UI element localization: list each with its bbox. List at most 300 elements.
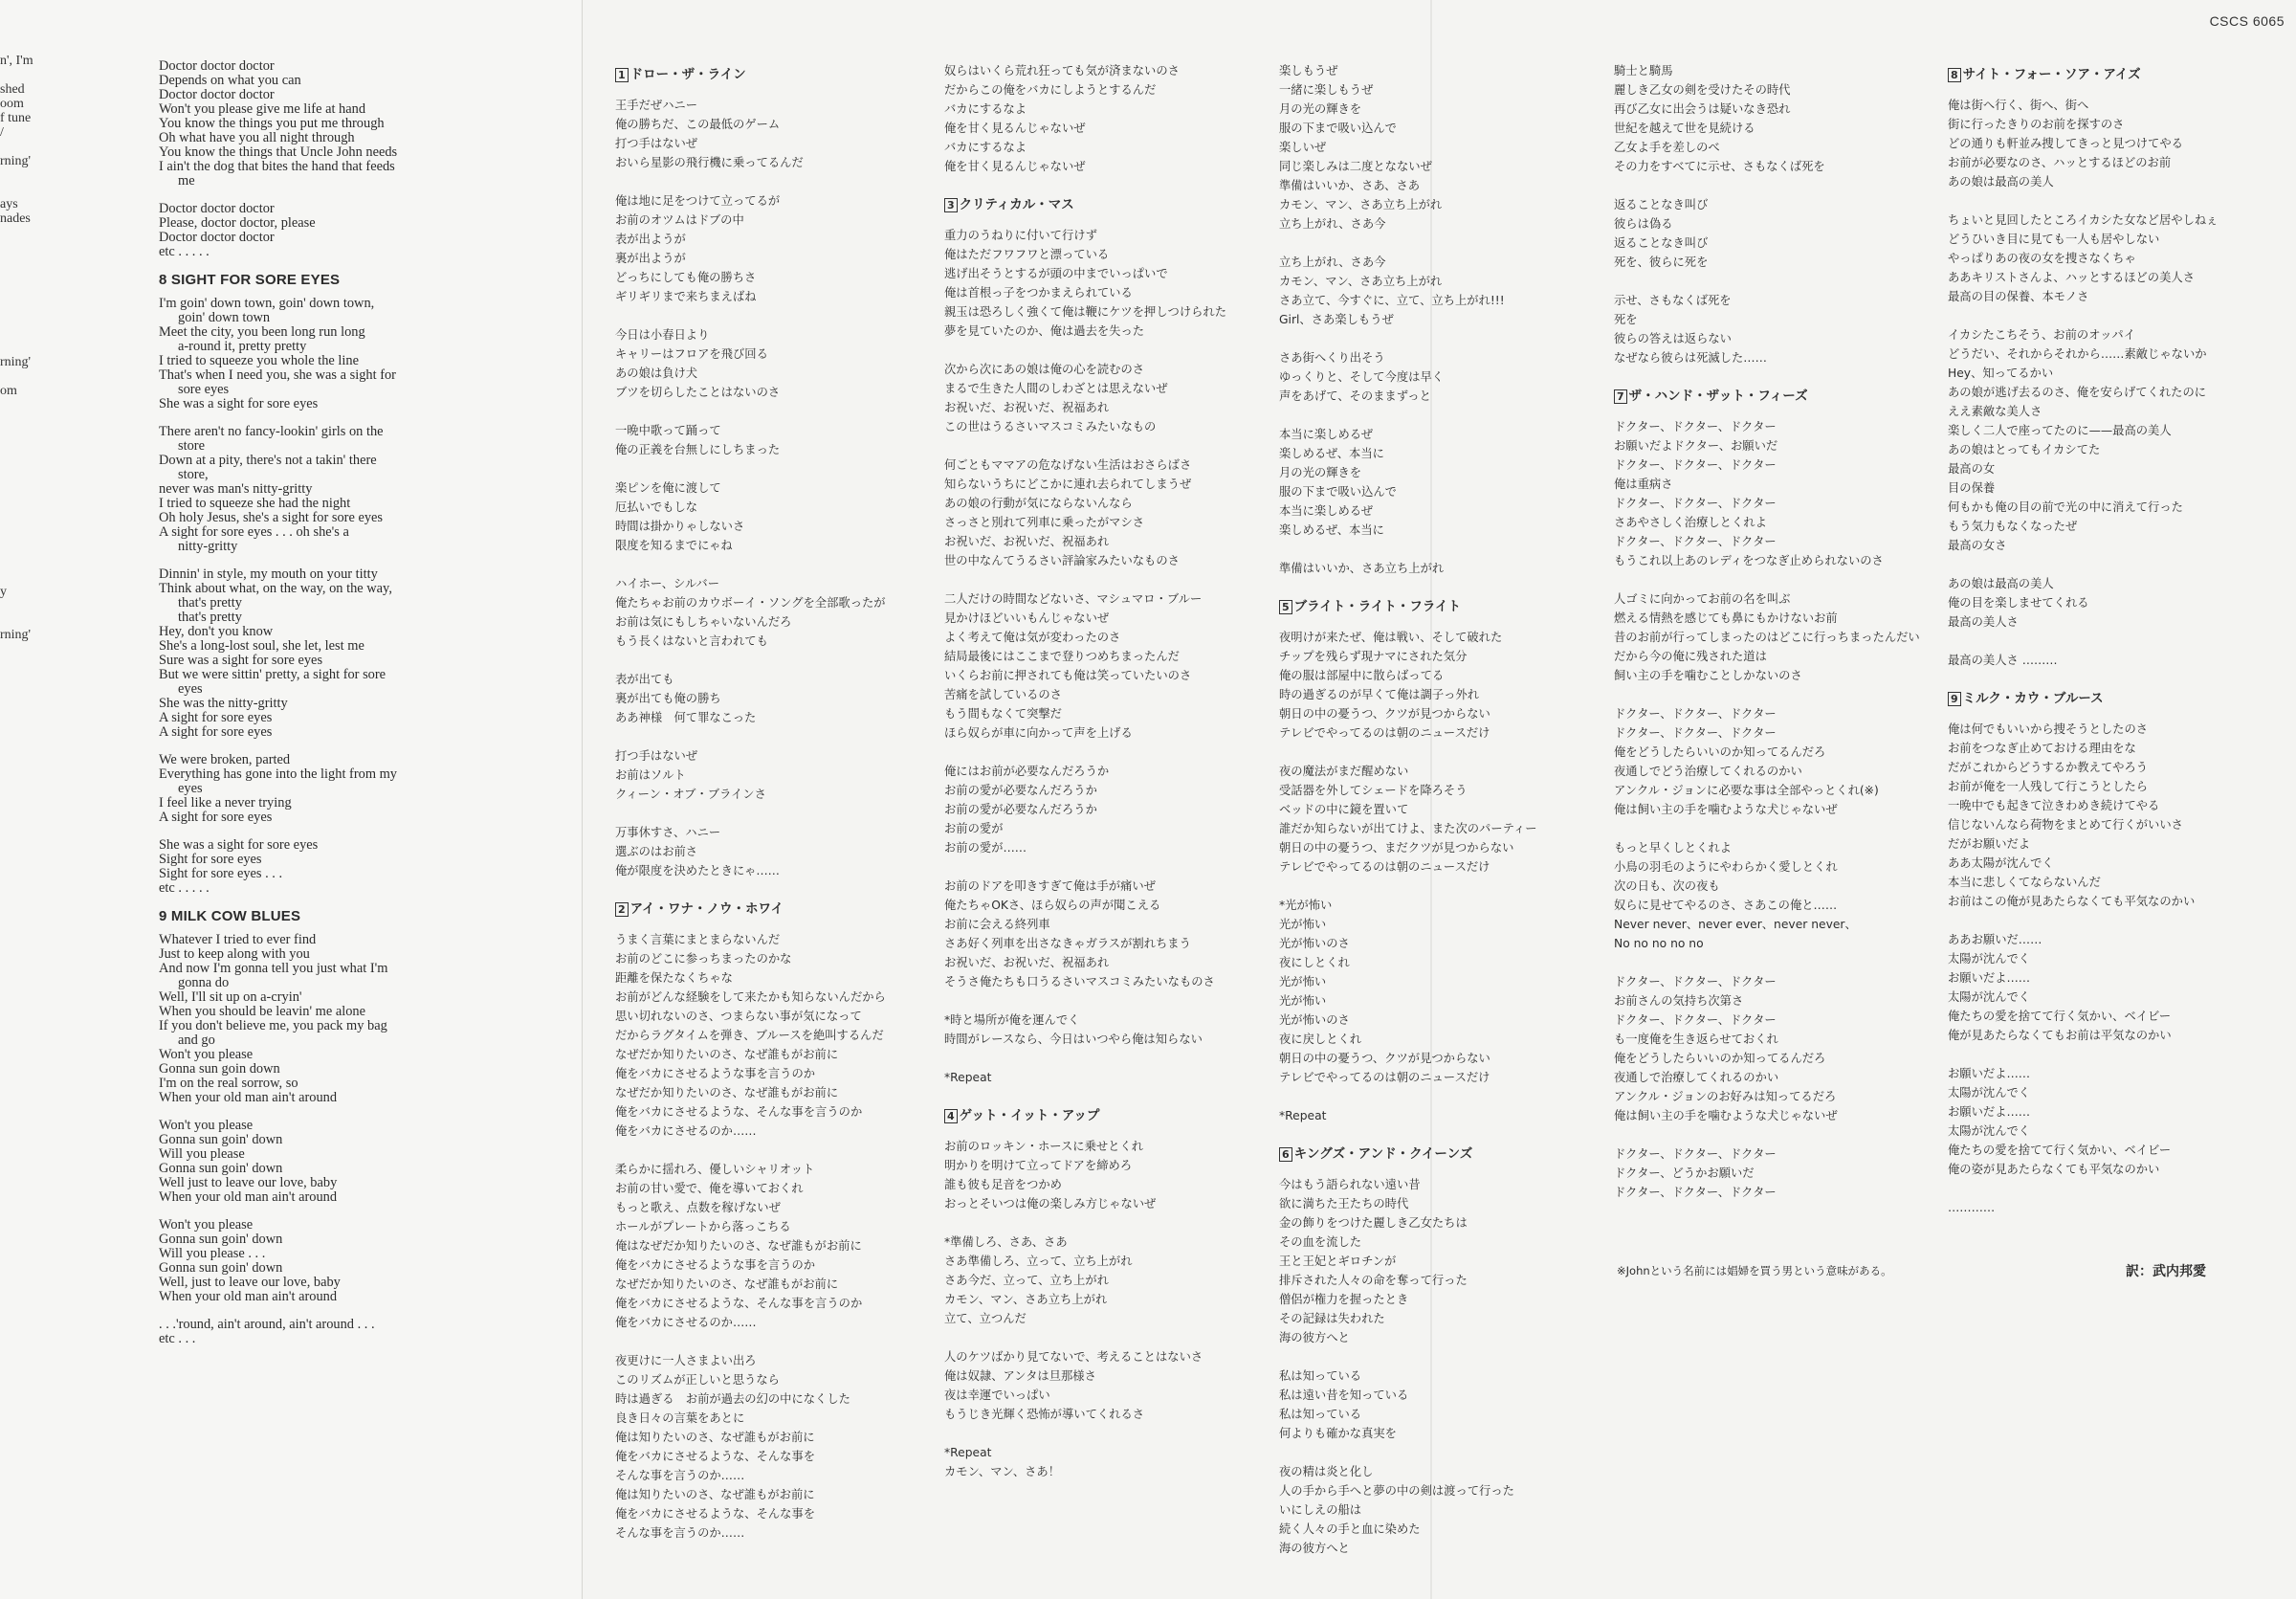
edge-fragment: [0, 1345, 44, 1360]
edge-fragment: [0, 1288, 44, 1302]
edge-fragment: [0, 1417, 44, 1432]
japanese-line: *光が怖い: [1279, 899, 1333, 912]
japanese-line: 柔らかに揺れろ、優しいシャリオット: [615, 1163, 815, 1176]
lyric-line: store: [178, 438, 205, 454]
japanese-line: 飼い主の手を噛むことしかないのさ: [1614, 669, 1802, 682]
lyric-line: Won't you please give me life at hand: [159, 101, 366, 117]
japanese-song-title: [615, 899, 886, 919]
japanese-line: バカにするなよ: [944, 141, 1027, 154]
japanese-line: も一度俺を生き返らせておくれ: [1614, 1033, 1778, 1046]
lyric-verse: [159, 1318, 580, 1346]
left-edge-fragments: [0, 54, 44, 1489]
japanese-line: なぜだか知りたいのさ、なぜ誰もがお前に: [615, 1086, 839, 1099]
japanese-song-title-text: サイト・フォー・ソア・アイズ: [1962, 67, 2141, 82]
japanese-verse: [615, 574, 886, 651]
japanese-line: お前がどんな経験をして来たかも知らないんだから: [615, 990, 886, 1004]
japanese-song-title-text: クリティカル・マス: [959, 197, 1074, 212]
japanese-verse: [1614, 417, 1920, 570]
japanese-verse: [944, 1233, 1226, 1328]
lyric-verse: [159, 297, 580, 411]
japanese-verse: [944, 61, 1226, 176]
edge-fragment: [0, 886, 44, 900]
japanese-song-title: [615, 65, 886, 84]
japanese-verse: [615, 1160, 886, 1332]
japanese-line: 本当に悲しくてならないんだ: [1948, 876, 2101, 889]
edge-fragment: [0, 527, 44, 542]
track-number-box: 9: [1948, 692, 1961, 706]
japanese-line: お前をつなぎ止めておける理由をな: [1948, 742, 2136, 755]
edge-fragment: [0, 1317, 44, 1331]
japanese-line: 苦痛を試しているのさ: [944, 688, 1062, 701]
edge-fragment: [0, 326, 44, 341]
edge-fragment: [0, 140, 44, 154]
japanese-column-5: [1948, 61, 2218, 1236]
japanese-verse: [1279, 1366, 1537, 1443]
lyric-line: eyes: [178, 681, 203, 697]
edge-fragment: [0, 68, 44, 82]
edge-fragment: [0, 1475, 44, 1489]
lyric-verse: [159, 202, 580, 259]
japanese-line: 太陽が沈んでく: [1948, 1086, 2031, 1099]
japanese-line: イカシたこちそう、お前のオッパイ: [1948, 328, 2136, 342]
japanese-line: 受話器を外してシェードを降ろそう: [1279, 784, 1468, 797]
japanese-verse: [1279, 1462, 1537, 1558]
japanese-line: 海の彼方へと: [1279, 1542, 1350, 1555]
japanese-column-1: [615, 61, 886, 1562]
japanese-column-2: [944, 61, 1226, 1500]
japanese-line: 俺は重病さ: [1614, 477, 1673, 491]
edge-fragment: [0, 1446, 44, 1460]
japanese-line: 私は遠い昔を知っている: [1279, 1388, 1409, 1402]
japanese-line: ああ神様 何て罪なこった: [615, 711, 757, 724]
lyric-line: Everything has gone into the light from my: [159, 766, 397, 782]
lyric-line: A sight for sore eyes: [159, 710, 273, 725]
japanese-line: いにしえの船は: [1279, 1503, 1362, 1517]
edge-fragment: rning': [0, 154, 32, 168]
japanese-line: ギリギリまで来ちまえばね: [615, 290, 757, 303]
japanese-verse: [1279, 1175, 1537, 1347]
lyric-line: I tried to squeeze you whole the line: [159, 353, 359, 368]
japanese-line: 人の手から手へと夢の中の剣は渡って行った: [1279, 1484, 1514, 1498]
japanese-line: 俺をバカにさせるような、そんな事を言うのか: [615, 1297, 863, 1310]
japanese-line: 返ることなき叫び: [1614, 236, 1709, 250]
edge-fragment: [0, 484, 44, 499]
japanese-line: お前のドアを叩きすぎて俺は手が痛いぜ: [944, 879, 1156, 893]
japanese-line: 光が怖い: [1279, 994, 1327, 1008]
japanese-line: 明かりを明けて立ってドアを締めろ: [944, 1159, 1133, 1172]
lyric-line: Gonna sun goin down: [159, 1061, 280, 1077]
japanese-line: 示せ、さもなくば死を: [1614, 294, 1732, 307]
japanese-line: Never never、never ever、never never、: [1614, 918, 1857, 931]
lyric-line: Doctor doctor doctor: [159, 201, 275, 216]
lyric-line: that's pretty: [178, 610, 242, 625]
japanese-line: 小鳥の羽毛のようにやわらかく愛しとくれ: [1614, 860, 1838, 874]
japanese-line: ドクター、ドクター、ドクター: [1614, 726, 1777, 740]
japanese-line: その血を流した: [1279, 1235, 1362, 1249]
japanese-line: 本当に楽しめるぜ: [1279, 504, 1374, 518]
japanese-verse: [615, 823, 886, 880]
japanese-verse: [944, 226, 1226, 341]
japanese-line: 立ち上がれ、さあ今: [1279, 217, 1386, 231]
edge-fragment: [0, 1116, 44, 1130]
japanese-line: お前の愛が: [944, 822, 1004, 835]
japanese-verse: [1948, 930, 2218, 1045]
japanese-verse: [1948, 1064, 2218, 1179]
japanese-line: 俺たちの愛を捨てて行く気かい、ベイビー: [1948, 1144, 2172, 1157]
japanese-line: No no no no no: [1614, 937, 1704, 950]
lyric-line: Will you please: [159, 1146, 245, 1162]
japanese-line: 服の下まで吸い込んで: [1279, 485, 1397, 499]
edge-fragment: [0, 944, 44, 958]
japanese-verse: [1614, 195, 1920, 272]
japanese-verse: [944, 360, 1226, 436]
japanese-line: なぜだか知りたいのさ、なぜ誰もがお前に: [615, 1048, 839, 1061]
edge-fragment: y: [0, 585, 7, 599]
edge-fragment: [0, 1159, 44, 1173]
japanese-line: もう長くはないと言われても: [615, 634, 768, 648]
japanese-line: 光が怖い: [1279, 918, 1327, 931]
japanese-line: 彼らの答えは返らない: [1614, 332, 1732, 345]
edge-fragment: [0, 728, 44, 743]
japanese-line: だがこれからどうするか教えてやろう: [1948, 761, 2149, 774]
lyric-line: Well just to leave our love, baby: [159, 1175, 338, 1190]
japanese-line: だからラグタイムを弾き、ブルースを絶叫するんだ: [615, 1029, 884, 1042]
edge-fragment: [0, 1274, 44, 1288]
japanese-line: 時は過ぎる お前が過去の幻の中になくした: [615, 1392, 850, 1406]
japanese-line: キャリーはフロアを飛び回る: [615, 347, 768, 361]
japanese-line: 麗しき乙女の剣を受けたその時代: [1614, 83, 1791, 97]
japanese-line: お前に会える終列車: [944, 918, 1050, 931]
japanese-line: さあやさしく治療しとくれよ: [1614, 516, 1767, 529]
japanese-line: もっと早くしとくれよ: [1614, 841, 1732, 855]
edge-fragment: [0, 470, 44, 484]
japanese-line: その力をすべてに示せ、さもなくば死を: [1614, 160, 1825, 173]
japanese-verse: [615, 191, 886, 306]
japanese-line: お前はこの俺が見あたらなくても平気なのかい: [1948, 895, 2196, 908]
edge-fragment: [0, 441, 44, 455]
japanese-line: ドクター、ドクター、ドクター: [1614, 497, 1777, 510]
edge-fragment: shed: [0, 82, 25, 97]
japanese-song-title-text: アイ・ワナ・ノウ・ホワイ: [629, 901, 784, 917]
japanese-line: 万事休すさ、ハニー: [615, 826, 721, 839]
japanese-line: 夜通しで治療してくれるのかい: [1614, 1071, 1779, 1084]
edge-fragment: [0, 1388, 44, 1403]
japanese-verse: [1279, 762, 1537, 877]
lyric-line: I feel like a never trying: [159, 795, 292, 811]
lyric-line: Sure was a sight for sore eyes: [159, 653, 323, 668]
japanese-line: 打つ手はないぜ: [615, 749, 698, 763]
edge-fragment: [0, 685, 44, 700]
lyric-verse: [159, 933, 580, 1105]
japanese-line: お前の愛が必要なんだろうか: [944, 784, 1097, 797]
english-lyrics-column: [159, 59, 580, 1360]
japanese-line: お願いだよ……: [1948, 1105, 2031, 1119]
japanese-line: 燃える情熱を感じても鼻にもかけないお前: [1614, 611, 1838, 625]
edge-fragment: [0, 786, 44, 800]
japanese-line: 何よりも確かな真実を: [1279, 1427, 1397, 1440]
edge-fragment: nades: [0, 211, 31, 226]
lyric-line: Meet the city, you been long run long: [159, 324, 365, 340]
edge-fragment: om: [0, 384, 17, 398]
japanese-line: さあ街へくり出そう: [1279, 351, 1385, 365]
japanese-line: カモン、マン、さあ立ち上がれ: [944, 1293, 1108, 1306]
edge-fragment: [0, 455, 44, 470]
japanese-line: 見かけほどいいもんじゃないぜ: [944, 611, 1110, 625]
japanese-song-title-text: ミルク・カウ・ブルース: [1962, 691, 2104, 706]
japanese-line: 信じないんなら荷物をまとめて行くがいいさ: [1948, 818, 2183, 832]
japanese-line: 目の保養: [1948, 481, 1996, 495]
edge-fragment: [0, 599, 44, 613]
lyric-line: When your old man ain't around: [159, 1189, 338, 1205]
japanese-line: 俺の姿が見あたらなくても平気なのかい: [1948, 1163, 2160, 1176]
japanese-line: お前が俺を一人残して行こうとしたら: [1948, 780, 2149, 793]
japanese-song-title-text: ザ・ハンド・ザット・フィーズ: [1628, 389, 1808, 404]
japanese-line: 楽しめるぜ、本当に: [1279, 523, 1384, 537]
japanese-line: 距離を保たなくちゃな: [615, 971, 733, 985]
japanese-line: 人のケツばかり見てないで、考えることはないさ: [944, 1350, 1203, 1364]
japanese-line: 俺はただフワフワと漂っている: [944, 248, 1110, 261]
japanese-line: なぜだか知りたいのさ、なぜ誰もがお前に: [615, 1277, 839, 1291]
japanese-line: やっぱりあの夜の女を捜さなくちゃ: [1948, 252, 2136, 265]
lyric-line: goin' down town: [178, 310, 271, 325]
japanese-song-title-text: ブライト・ライト・フライト: [1293, 599, 1461, 614]
japanese-column-4: [1614, 61, 1920, 1221]
edge-fragment: [0, 771, 44, 786]
japanese-line: さあ立て、今すぐに、立て、立ち上がれ!!!: [1279, 294, 1505, 307]
japanese-line: どうひいき目に見ても一人も居やしない: [1948, 233, 2160, 246]
japanese-line: 昔のお前が行ってしまったのはどこに行っちまったんだい: [1614, 631, 1920, 644]
japanese-line: 同じ楽しみは二度となないぜ: [1279, 160, 1432, 173]
japanese-line: 欲に満ちた王たちの時代: [1279, 1197, 1409, 1210]
lyric-line: Well, just to leave our love, baby: [159, 1275, 341, 1290]
japanese-line: *時と場所が俺を運んでく: [944, 1013, 1080, 1027]
lyric-line: Oh holy Jesus, she's a sight for sore eyes: [159, 510, 384, 525]
edge-fragment: [0, 800, 44, 814]
japanese-line: もう気力もなくなったぜ: [1948, 520, 2078, 533]
japanese-line: 最高の美人さ ………: [1948, 654, 2058, 667]
japanese-line: さあ今だ、立って、立ち上がれ: [944, 1274, 1109, 1287]
japanese-line: 夜の魔法がまだ醒めない: [1279, 765, 1409, 778]
japanese-line: 奴らはいくら荒れ狂っても気が済まないのさ: [944, 64, 1180, 78]
edge-fragment: [0, 1101, 44, 1116]
japanese-line: 裏が出ても俺の勝ち: [615, 692, 721, 705]
japanese-line: お前が必要なのさ、ハッとするほどのお前: [1948, 156, 2172, 169]
japanese-line: だからこの俺をバカにしようとするんだ: [944, 83, 1157, 97]
lyric-line: nitty-gritty: [178, 539, 238, 554]
lyric-line: Down at a pity, there's not a takin' there: [159, 453, 377, 468]
lyric-line: Won't you please: [159, 1118, 254, 1133]
japanese-line: 俺の正義を台無しにしちまった: [615, 443, 781, 456]
edge-fragment: [0, 700, 44, 714]
japanese-line: 厄払いでもしな: [615, 500, 698, 514]
japanese-line: 俺にはお前が必要なんだろうか: [944, 765, 1110, 778]
japanese-line: さっさと別れて列車に乗ったがマシさ: [944, 516, 1145, 529]
lyric-line: gonna do: [178, 975, 230, 990]
japanese-line: *Repeat: [944, 1071, 992, 1084]
edge-fragment: f tune: [0, 111, 32, 125]
edge-fragment: rning': [0, 628, 32, 642]
japanese-line: 死を、彼らに死を: [1614, 255, 1709, 269]
lyric-line: And now I'm gonna tell you just what I'm: [159, 961, 388, 976]
japanese-line: ハイホー、シルバー: [615, 577, 720, 590]
japanese-line: 私は知っている: [1279, 1369, 1362, 1383]
japanese-line: 街に行ったきりのお前を探すのさ: [1948, 118, 2125, 131]
japanese-line: 俺たちゃお前のカウボーイ・ソングを全部歌ったが: [615, 596, 886, 610]
edge-fragment: [0, 312, 44, 326]
edge-fragment: /: [0, 125, 4, 140]
japanese-line: 夢を見ていたのか、俺は過去を失った: [944, 324, 1145, 338]
japanese-line: お前はソルト: [615, 768, 686, 782]
japanese-line: 誰も彼も足音をつかめ: [944, 1178, 1062, 1191]
japanese-line: ゆっくりと、そして今度は早く: [1279, 370, 1445, 384]
japanese-line: いくらお前に押されても俺は笑っていたいのさ: [944, 669, 1192, 682]
japanese-verse: [1279, 559, 1537, 578]
lyric-line: store,: [178, 467, 209, 482]
edge-fragment: oom: [0, 97, 24, 111]
japanese-verse: [1614, 704, 1920, 819]
japanese-line: 逃げ出そうとするが頭の中までいっぱいで: [944, 267, 1168, 280]
japanese-line: 俺は首根っ子をつかまえられている: [944, 286, 1133, 300]
edge-fragment: [0, 1130, 44, 1144]
japanese-line: 何もかも俺の目の前で光の中に消えて行った: [1948, 500, 2183, 514]
edge-fragment: [0, 255, 44, 269]
lyric-line: We were broken, parted: [159, 752, 291, 767]
japanese-line: 世の中なんてうるさい評論家みたいなものさ: [944, 554, 1180, 567]
edge-fragment: [0, 513, 44, 527]
japanese-line: だがお願いだよ: [1948, 837, 2031, 851]
japanese-verse: [615, 478, 886, 555]
lyric-line: Gonna sun goin' down: [159, 1161, 283, 1176]
japanese-verse: [1614, 61, 1920, 176]
lyric-line: But we were sittin' pretty, a sight for sore: [159, 667, 386, 682]
japanese-line: 誰だか知らないが出てけよ、また次のパーティー: [1279, 822, 1537, 835]
japanese-line: 光が怖い: [1279, 975, 1327, 988]
edge-fragment: [0, 1015, 44, 1030]
edge-fragment: [0, 298, 44, 312]
japanese-line: 声をあげて、そのままずっと: [1279, 389, 1431, 403]
japanese-line: 服の下まで吸い込んで: [1279, 122, 1397, 135]
edge-fragment: [0, 183, 44, 197]
edge-fragment: [0, 743, 44, 757]
translator-credit: 訳：武内邦愛: [2126, 1264, 2206, 1279]
edge-fragment: [0, 1144, 44, 1159]
japanese-line: お前は気にもしちゃいないんだろ: [615, 615, 792, 629]
edge-fragment: [0, 900, 44, 915]
edge-fragment: ays: [0, 197, 18, 211]
japanese-line: ほら奴らが車に向かって声を上げる: [944, 726, 1133, 740]
edge-fragment: [0, 1231, 44, 1245]
edge-fragment: [0, 1173, 44, 1188]
japanese-line: Girl、さあ楽しもうぜ: [1279, 313, 1394, 326]
lyric-line: Oh what have you all night through: [159, 130, 355, 145]
lyric-line: When your old man ain't around: [159, 1090, 338, 1105]
japanese-line: 朝日の中の憂うつ、クツが見つからない: [1279, 707, 1490, 721]
lyric-line: I'm on the real sorrow, so: [159, 1076, 298, 1091]
edge-fragment: [0, 1460, 44, 1475]
lyric-line: Won't you please: [159, 1047, 254, 1062]
japanese-verse: [944, 1010, 1226, 1049]
japanese-verse: [944, 762, 1226, 857]
japanese-line: だから今の俺に残された道は: [1614, 650, 1767, 663]
japanese-line: 俺は飼い主の手を噛むような犬じゃないぜ: [1614, 1109, 1838, 1122]
japanese-line: 朝日の中の憂うつ、クツが見つからない: [1279, 1052, 1490, 1065]
japanese-line: 俺は地に足をつけて立ってるが: [615, 194, 781, 208]
japanese-line: そうさ俺たちも口うるさいマスコミみたいなものさ: [944, 975, 1215, 988]
lyric-line: She was the nitty-gritty: [159, 696, 288, 711]
japanese-line: お願いだよ……: [1948, 1067, 2031, 1080]
lyric-line: Well, I'll sit up on a-cryin': [159, 989, 302, 1005]
lyric-line: Please, doctor doctor, please: [159, 215, 316, 231]
edge-fragment: [0, 857, 44, 872]
japanese-verse: [1948, 651, 2218, 670]
edge-fragment: [0, 929, 44, 944]
japanese-line: 王手だぜハニー: [615, 99, 698, 112]
japanese-line: お祝いだ、お祝いだ、祝福あれ: [944, 401, 1110, 414]
japanese-line: 立て、立つんだ: [944, 1312, 1027, 1325]
lyric-line: Doctor doctor doctor: [159, 87, 275, 102]
japanese-line: 楽しく二人で座ってたのに——最高の美人: [1948, 424, 2172, 437]
japanese-line: ドクター、ドクター、ドクター: [1614, 1186, 1777, 1199]
japanese-line: 裏が出ようが: [615, 252, 686, 265]
japanese-line: ドクター、ドクター、ドクター: [1614, 707, 1777, 721]
track-number-box: 8: [1948, 68, 1961, 82]
japanese-line: 一晩中でも起きて泣きわめき続けてやる: [1948, 799, 2160, 812]
edge-fragment: [0, 714, 44, 728]
edge-fragment: [0, 1245, 44, 1259]
japanese-verse: [1614, 972, 1920, 1125]
left-page-english-lyrics: [0, 0, 583, 1599]
japanese-line: 時の過ぎるのが早くて俺は調子っ外れ: [1279, 688, 1480, 701]
japanese-verse: [944, 589, 1226, 743]
lyric-line: etc . . .: [159, 1331, 196, 1346]
japanese-line: さあ準備しろ、立って、立ち上がれ: [944, 1255, 1133, 1268]
japanese-line: 人ゴミに向かってお前の名を叫ぶ: [1614, 592, 1791, 606]
japanese-line: 俺が限度を決めたときにゃ……: [615, 864, 780, 877]
lyric-verse: [159, 425, 580, 554]
japanese-line: 思い切れないのさ、つまらない事が気になって: [615, 1010, 862, 1023]
japanese-line: ちょいと見回したところイカシた女など居やしねぇ: [1948, 213, 2219, 227]
japanese-verse: [615, 1351, 886, 1543]
japanese-line: 今日は小春日より: [615, 328, 710, 342]
japanese-line: 俺たちゃOKさ、ほら奴らの声が聞こえる: [944, 899, 1161, 912]
lyric-line: Depends on what you can: [159, 73, 301, 88]
edge-fragment: [0, 570, 44, 585]
japanese-song-title-text: キングズ・アンド・クイーンズ: [1293, 1146, 1473, 1162]
catalog-number: CSCS 6065: [2209, 13, 2285, 29]
japanese-line: もっと歌え、点数を稼げないぜ: [615, 1201, 781, 1214]
lyric-line: never was man's nitty-gritty: [159, 481, 313, 497]
japanese-line: 選ぶのはお前さ: [615, 845, 698, 858]
track-number-box: 7: [1614, 389, 1627, 404]
japanese-line: 俺をバカにさせるような、そんな事を言うのか: [615, 1105, 863, 1119]
japanese-line: 楽しもうぜ: [1279, 64, 1338, 78]
japanese-verse: [1614, 291, 1920, 367]
japanese-line: …………: [1948, 1201, 1996, 1214]
japanese-line: 結局最後にはここまで登りつめちまったんだ: [944, 650, 1180, 663]
japanese-line: 最高の女: [1948, 462, 1996, 476]
lyric-line: That's when I need you, she was a sight for: [159, 367, 396, 383]
lyric-line: and go: [178, 1033, 215, 1048]
edge-fragment: [0, 656, 44, 671]
japanese-line: 私は知っている: [1279, 1408, 1362, 1421]
edge-fragment: [0, 757, 44, 771]
japanese-line: よく考えて俺は気が変わったのさ: [944, 631, 1121, 644]
edge-fragment: [0, 427, 44, 441]
edge-fragment: [0, 240, 44, 255]
japanese-verse: [944, 1347, 1226, 1424]
lyric-line: A sight for sore eyes . . . oh she's a: [159, 524, 349, 540]
japanese-line: 重力のうねりに付いて行けず: [944, 229, 1097, 242]
